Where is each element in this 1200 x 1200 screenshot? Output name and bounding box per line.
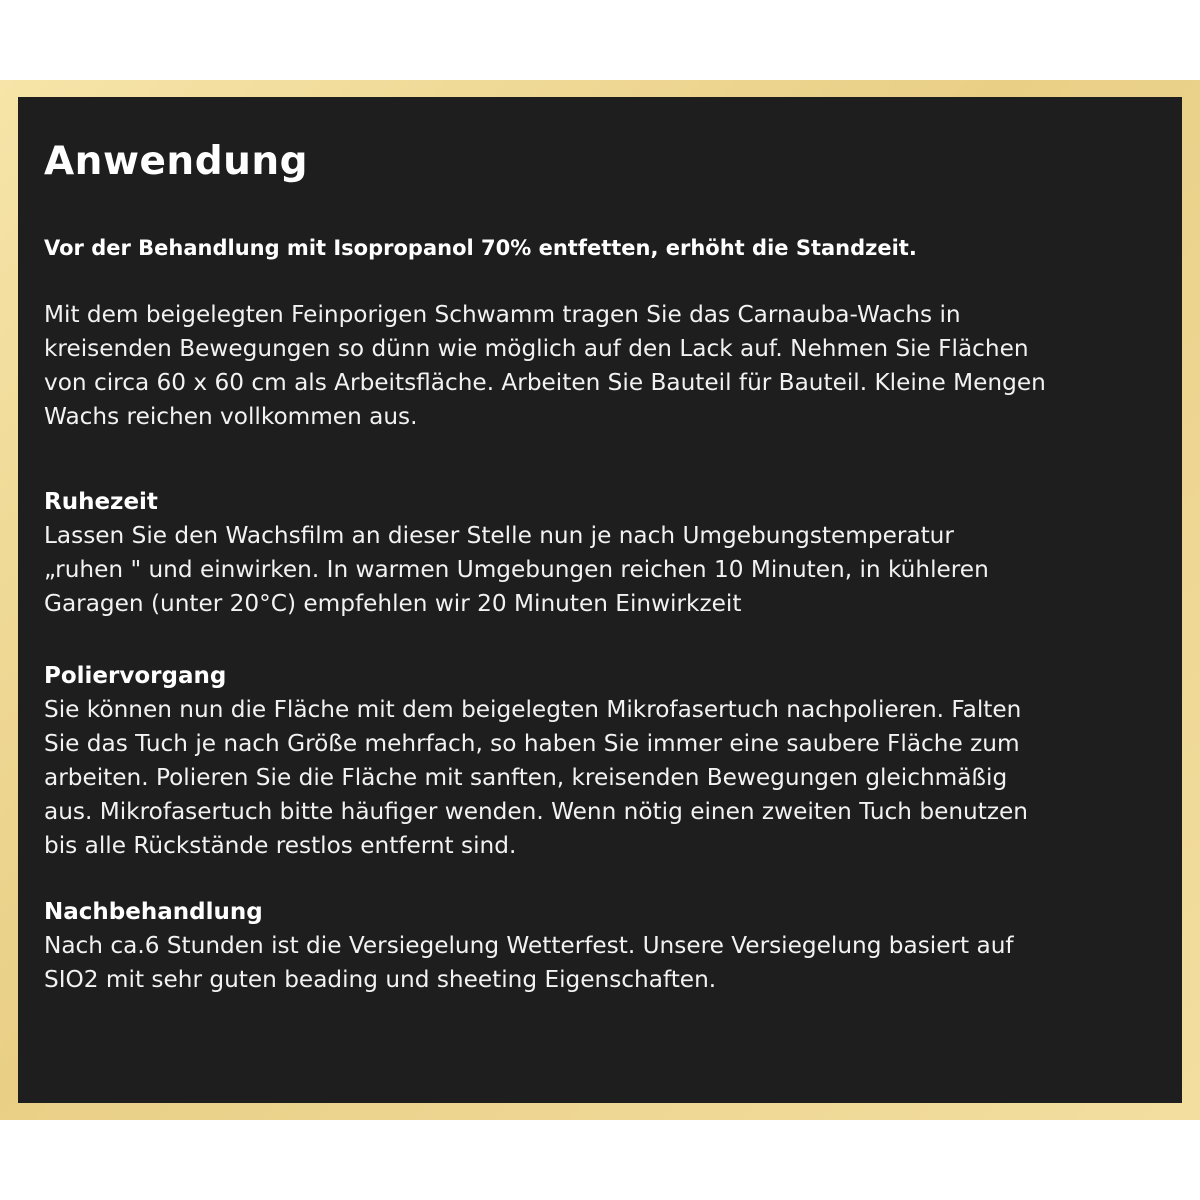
body-line: arbeiten. Polieren Sie die Fläche mit sanften, kreisenden Bewegungen gleichmäßig [44, 764, 1008, 791]
intro-line: kreisenden Bewegungen so dünn wie möglich auf den Lack auf. Nehmen Sie Flächen [44, 335, 1029, 362]
intro-line: von circa 60 x 60 cm als Arbeitsfläche. Arbeiten Sie Bauteil für Bauteil. Kleine Mengen [44, 369, 1046, 396]
body-line: Lassen Sie den Wachsfilm an dieser Stelle nun je nach Umgebungstemperatur [44, 522, 954, 549]
page-title: Anwendung [44, 139, 309, 184]
section-body-nachbehandlung [44, 929, 1160, 997]
section-heading-poliervorgang: Poliervorgang [44, 663, 227, 689]
body-line: „ruhen " und einwirken. In warmen Umgebungen reichen 10 Minuten, in kühleren [44, 556, 989, 583]
intro-line: Wachs reichen vollkommen aus. [44, 403, 418, 430]
body-line: SIO2 mit sehr guten beading und sheeting Eigenschaften. [44, 966, 717, 993]
body-line: Sie das Tuch je nach Größe mehrfach, so haben Sie immer eine saubere Fläche zum [44, 730, 1020, 757]
instruction-panel [18, 97, 1182, 1103]
body-line: Nach ca.6 Stunden ist die Versiegelung Wetterfest. Unsere Versiegelung basiert auf [44, 932, 1014, 959]
body-line: bis alle Rückstände restlos entfernt sind. [44, 832, 517, 859]
section-heading-ruhezeit: Ruhezeit [44, 489, 158, 515]
section-heading-nachbehandlung: Nachbehandlung [44, 899, 263, 925]
body-line: Sie können nun die Fläche mit dem beigelegten Mikrofasertuch nachpolieren. Falten [44, 696, 1022, 723]
lead-text: Vor der Behandlung mit Isopropanol 70% entfetten, erhöht die Standzeit. [44, 236, 917, 260]
gold-frame [0, 80, 1200, 1120]
intro-paragraph [44, 298, 1160, 434]
intro-line: Mit dem beigelegten Feinporigen Schwamm tragen Sie das Carnauba-Wachs in [44, 301, 961, 328]
section-body-ruhezeit [44, 519, 1160, 621]
body-line: Garagen (unter 20°C) empfehlen wir 20 Minuten Einwirkzeit [44, 590, 742, 617]
section-body-poliervorgang [44, 693, 1160, 863]
body-line: aus. Mikrofasertuch bitte häufiger wenden. Wenn nötig einen zweiten Tuch benutzen [44, 798, 1028, 825]
